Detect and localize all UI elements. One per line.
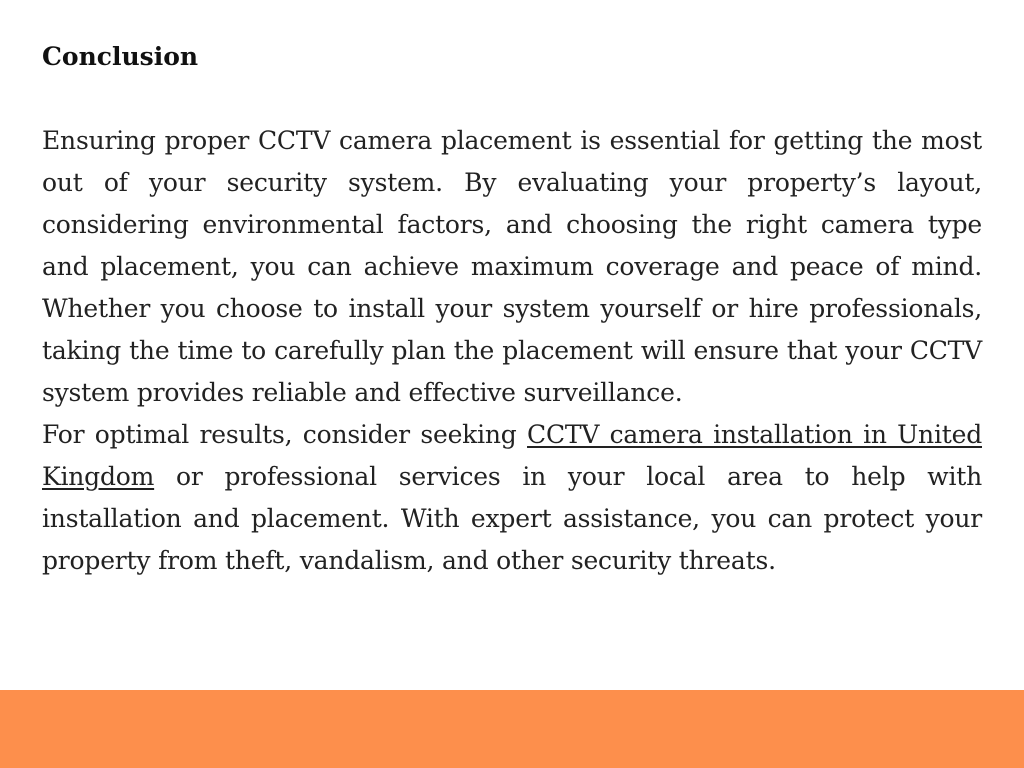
paragraph-recommendation	[42, 414, 982, 582]
footer-accent-bar	[0, 690, 1024, 768]
paragraph-text-before-link: For optimal results, consider seeking	[42, 420, 528, 449]
conclusion-section	[42, 38, 982, 582]
cctv-installation-link[interactable]: CCTV camera installation in United Kingdom	[42, 420, 982, 491]
paragraph-text-after-link: or professional services in your local area to help with installation and placement. With expert assistance, you can protect your property from theft, vandalism, and other security threats.	[42, 462, 982, 575]
section-heading: Conclusion	[42, 42, 199, 71]
paragraph-summary: Ensuring proper CCTV camera placement is essential for getting the most out of your security system. By evaluating your property’s layout, considering environmental factors, and choosing the right camera type and placement, you can achieve maximum coverage and peace of mind. Whether you choose to install your system yourself or hire professionals, taking the time to carefully plan the placement will ensure that your CCTV system provides reliable and effective surveillance.	[42, 126, 982, 407]
